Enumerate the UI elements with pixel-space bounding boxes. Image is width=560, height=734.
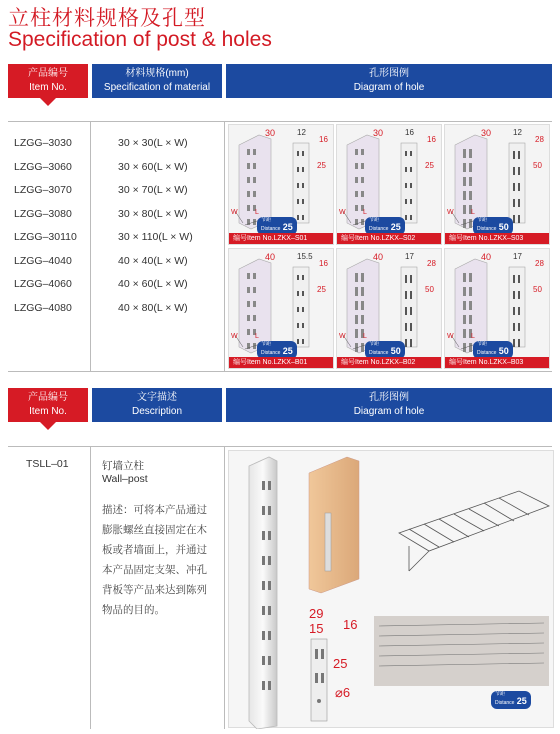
dim-label: 29 (309, 606, 324, 621)
wall-post-diagram (228, 450, 554, 728)
diagram-caption: 编号Item No.LZKX–S03 (445, 233, 549, 244)
header-diagram-en: Diagram of hole (353, 82, 425, 93)
list-item: LZGG–4080 (14, 301, 72, 314)
hole-diagram-cell (444, 124, 550, 245)
dim-label: 50 (425, 285, 434, 294)
header-diagram-2 (226, 388, 552, 422)
description-line: 物品的目的。 (102, 604, 165, 616)
header-description-en: Description (131, 406, 183, 417)
product-name-en: Wall–post (102, 473, 148, 485)
axis-w-label: W (447, 333, 454, 340)
hole-diagram-cell (228, 124, 334, 245)
header-item-no (8, 64, 88, 98)
list-item: LZGG–3030 (14, 137, 72, 149)
dim-label: 28 (427, 259, 436, 268)
dim-label: 25 (317, 161, 326, 170)
axis-l-label: L (363, 333, 367, 340)
distance-badge: 节距 Distance 25 (257, 217, 297, 235)
hole-diagram-grid (228, 124, 554, 370)
diagram-caption: 编号Item No.LZKX–S02 (337, 233, 441, 244)
header-description-cn: 文字描述 (137, 392, 177, 403)
dim-label: 16 (343, 617, 358, 632)
dim-label: 40 (481, 252, 492, 262)
product-description (102, 500, 222, 620)
dim-label: 40 (265, 252, 276, 262)
list-item: 30 × 70(L × W) (118, 184, 188, 196)
description-line: 膨胀螺丝直接固定在木 (102, 524, 207, 536)
header-item-no-2 (8, 388, 88, 422)
item-list (14, 132, 77, 320)
list-item: LZGG–3080 (14, 207, 72, 220)
header-diagram-cn: 孔形图例 (369, 68, 409, 79)
dim-label: 28 (535, 135, 544, 144)
page-title-en: Specification of post & holes (8, 28, 272, 51)
diagram-caption: 编号Item No.LZKX–B01 (229, 357, 333, 368)
dim-label: 12 (297, 128, 306, 137)
hole-diagram-cell (228, 248, 334, 369)
list-item: 40 × 40(L × W) (118, 254, 188, 267)
distance-badge: 节距 Distance 25 (257, 341, 297, 359)
dim-label: 16 (427, 135, 436, 144)
description-line: 本产品固定支架、冲孔 (102, 564, 207, 576)
list-item: LZGG–4060 (14, 278, 72, 290)
axis-w-label: W (231, 333, 238, 340)
dim-label: 17 (513, 252, 522, 261)
page-title-cn: 立柱材料规格及孔型 (8, 7, 206, 30)
distance-badge: 节距 Distance 25 (365, 217, 405, 235)
description-line: 板或者墙面上，并通过 (102, 544, 207, 556)
wall-post-illustration (229, 451, 555, 729)
divider (90, 121, 91, 371)
distance-badge: 节距 Distance 50 (473, 341, 513, 359)
dim-label: ⌀6 (335, 685, 351, 700)
distance-badge: 节距 Distance 50 (365, 341, 405, 359)
dim-label: 15 (309, 621, 324, 636)
item-code: TSLL–01 (26, 458, 69, 470)
dim-label: 16 (405, 128, 414, 137)
list-item: 30 × 110(L × W) (118, 231, 193, 243)
dim-label: 15.5 (297, 252, 313, 261)
description-line: 背板等产品来达到陈列 (102, 584, 207, 596)
header-item-no-en: Item No. (29, 82, 67, 93)
dim-label: 30 (481, 128, 492, 138)
dim-label: 40 (373, 252, 384, 262)
hole-diagram-cell (444, 248, 550, 369)
list-item: LZGG–30110 (14, 231, 77, 243)
axis-w-label: W (339, 209, 346, 216)
dim-label: 30 (265, 128, 276, 138)
header-item-no-cn: 产品编号 (28, 392, 68, 403)
divider (224, 446, 225, 729)
diagram-caption: 编号Item No.LZKX–B02 (337, 357, 441, 368)
hole-diagram-cell (336, 248, 442, 369)
axis-w-label: W (339, 333, 346, 340)
header-diagram-cn: 孔形图例 (369, 392, 409, 403)
axis-l-label: L (363, 209, 367, 216)
list-item: 30 × 80(L × W) (118, 207, 188, 220)
dim-label: 25 (333, 656, 348, 671)
diagram-caption: 编号Item No.LZKX–S01 (229, 233, 333, 244)
header-description (92, 388, 222, 422)
diagram-caption: 编号Item No.LZKX–B03 (445, 357, 549, 368)
dim-label: 16 (319, 259, 328, 268)
description-line: 描述：可将本产品通过 (102, 504, 207, 516)
axis-w-label: W (231, 209, 238, 216)
divider (8, 371, 552, 372)
list-item: 30 × 60(L × W) (118, 160, 188, 173)
list-item: LZGG–3070 (14, 184, 72, 196)
product-name-cn: 钉墙立柱 (102, 460, 144, 472)
distance-badge: 节距 Distance 25 (491, 691, 531, 709)
divider (90, 446, 91, 729)
list-item: LZGG–3060 (14, 160, 72, 173)
header-diagram-en: Diagram of hole (353, 406, 425, 417)
header-spec-cn: 材料规格(mm) (125, 68, 189, 79)
dim-label: 50 (533, 285, 542, 294)
divider (224, 121, 225, 371)
header-spec (92, 64, 222, 98)
axis-w-label: W (447, 209, 454, 216)
axis-l-label: L (255, 209, 259, 216)
dim-label: 16 (319, 135, 328, 144)
axis-l-label: L (471, 209, 475, 216)
dim-label: 12 (513, 128, 522, 137)
axis-l-label: L (255, 333, 259, 340)
header-diagram (226, 64, 552, 98)
dim-label: 50 (533, 161, 542, 170)
header-spec-en: Specification of material (103, 82, 211, 93)
list-item: 40 × 60(L × W) (118, 278, 188, 290)
header-item-no-en: Item No. (29, 406, 67, 417)
list-item: 40 × 80(L × W) (118, 301, 188, 314)
dim-label: 28 (535, 259, 544, 268)
list-item: 30 × 30(L × W) (118, 137, 188, 149)
list-item: LZGG–4040 (14, 254, 72, 267)
dim-label: 17 (405, 252, 414, 261)
distance-badge: 节距 Distance 50 (473, 217, 513, 235)
dim-label: 25 (425, 161, 434, 170)
axis-l-label: L (471, 333, 475, 340)
hole-diagram-cell (336, 124, 442, 245)
spec-list (118, 132, 193, 320)
header-item-no-cn: 产品编号 (28, 68, 68, 79)
dim-label: 25 (317, 285, 326, 294)
dim-label: 30 (373, 128, 384, 138)
